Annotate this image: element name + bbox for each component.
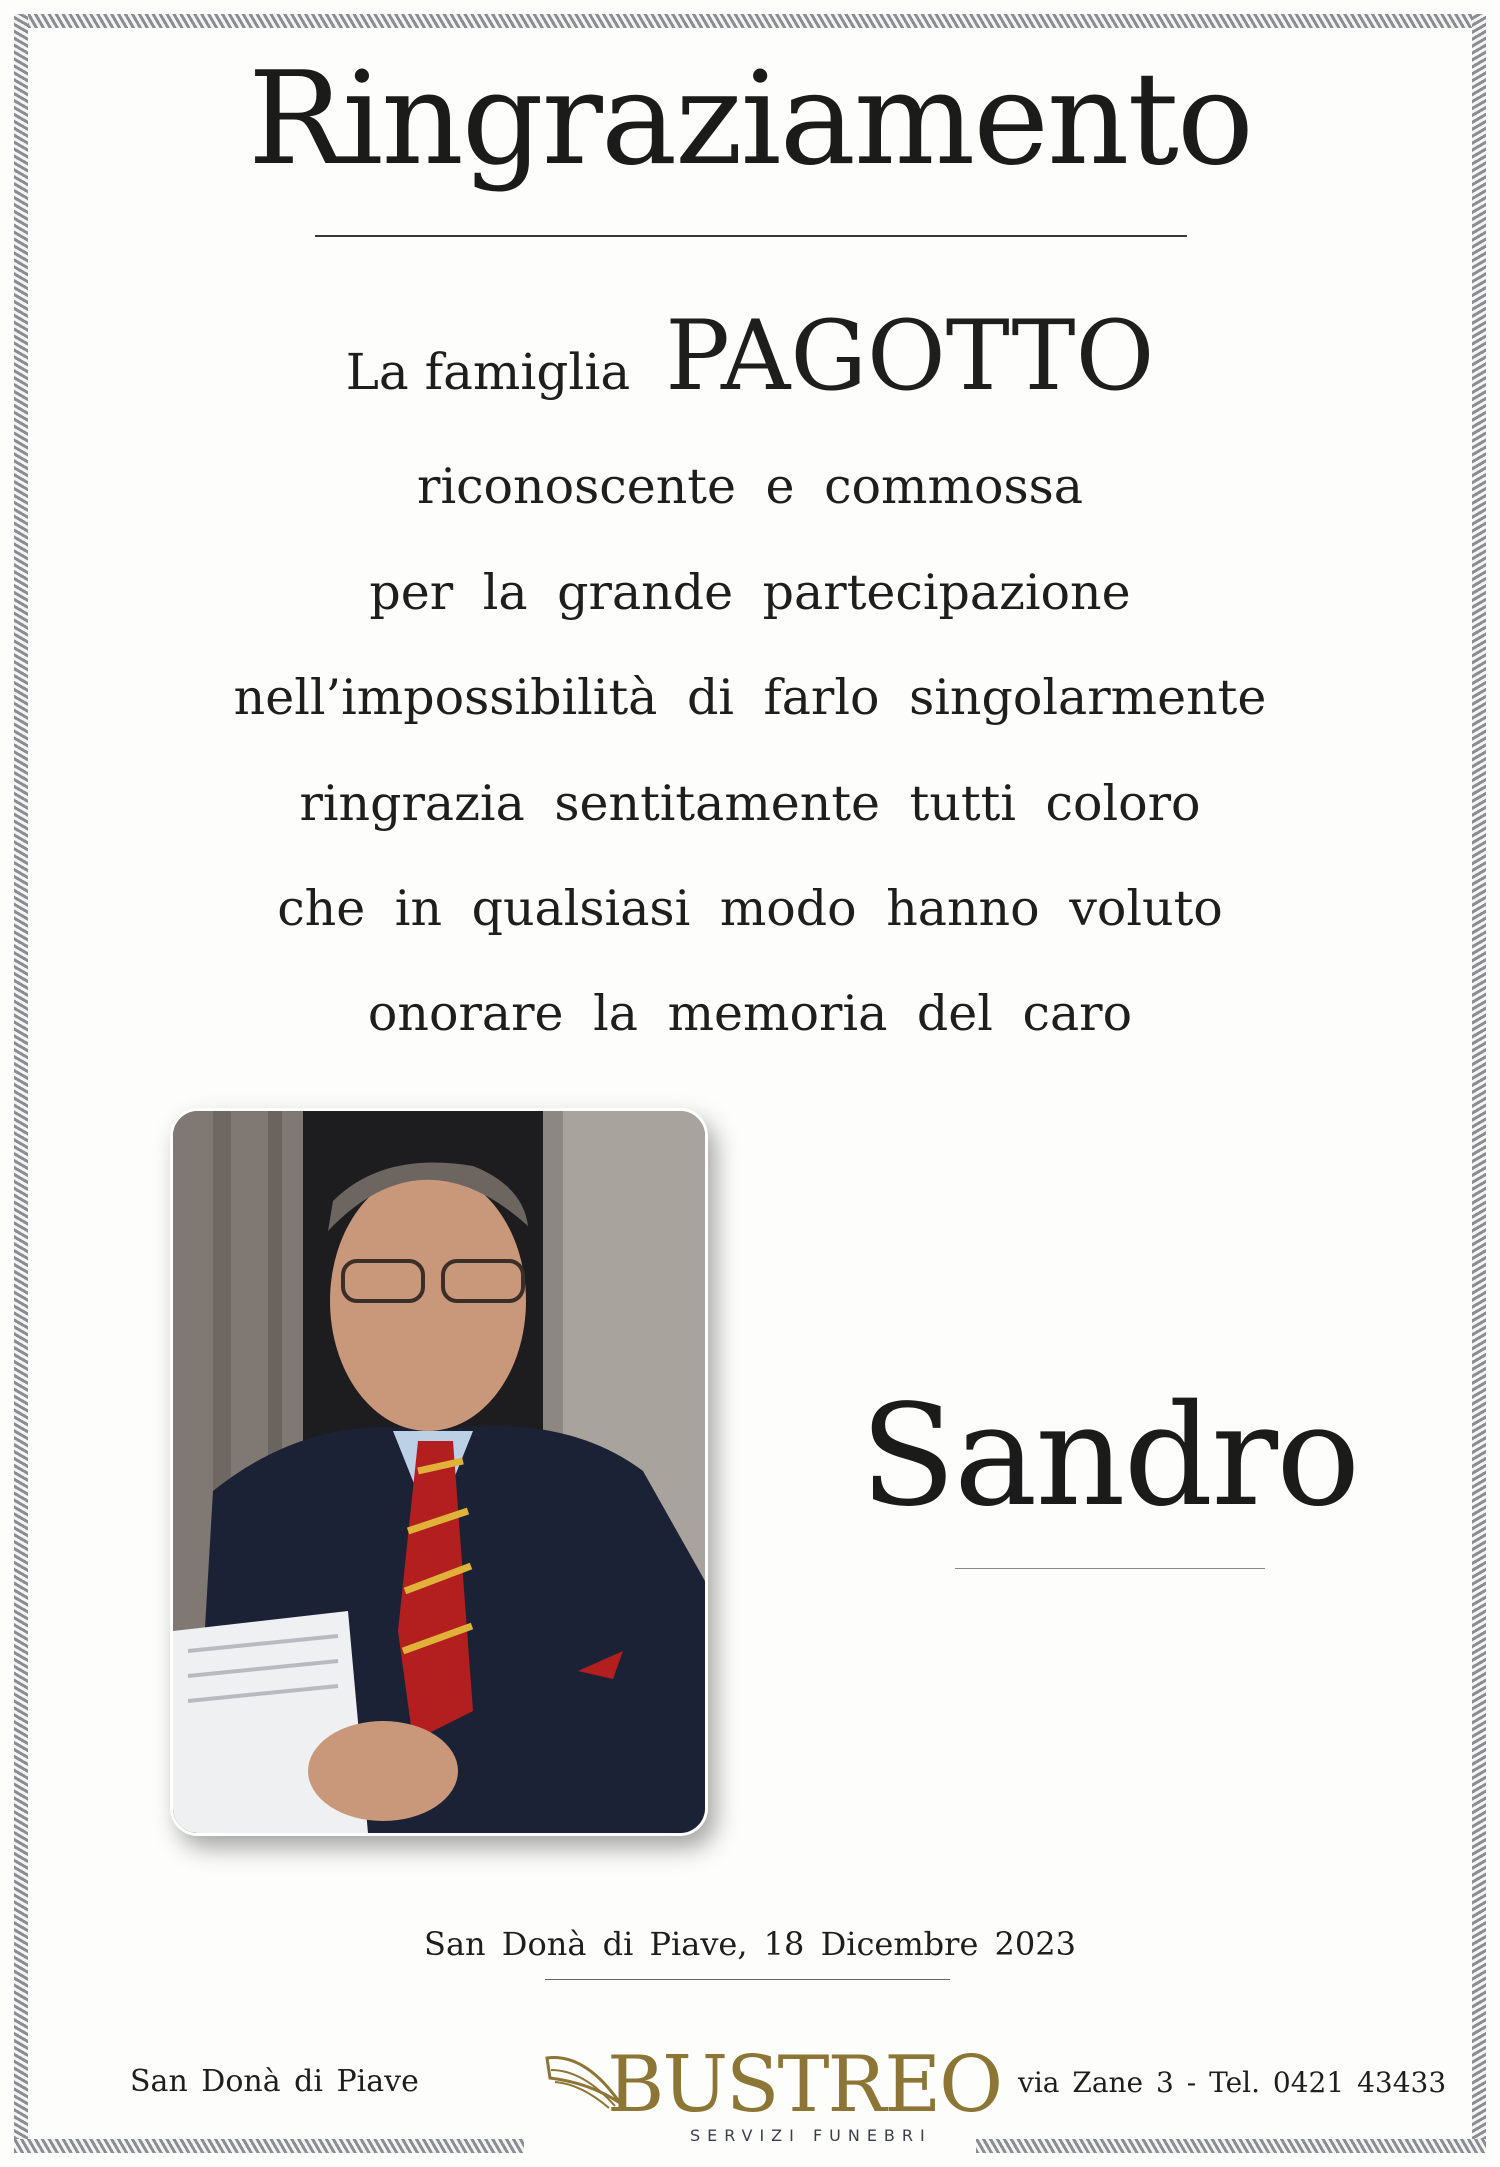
footer-contact: via Zane 3 - Tel. 0421 43433 [1018,2066,1447,2099]
message-line: nell’impossibilità di farlo singolarmente [233,669,1267,726]
message-line: ringrazia sentitamente tutti coloro [299,775,1201,832]
deceased-first-name: Sandro [860,1375,1359,1538]
portrait-photo [170,1108,708,1836]
message-line: che in qualsiasi modo hanno voluto [277,880,1223,937]
title-divider [315,235,1187,237]
name-divider [955,1568,1265,1569]
brand-tagline: SERVIZI FUNEBRI [690,2126,932,2145]
rope-border-bottom-right [976,2139,1486,2153]
message-line: per la grande partecipazione [369,564,1131,621]
date-place: San Donà di Piave, 18 Dicembre 2023 [424,1925,1076,1963]
footer-location: San Donà di Piave [130,2064,419,2099]
rope-border-top [14,14,1486,28]
page-title: Ringraziamento [248,45,1252,194]
date-divider [545,1979,950,1980]
family-surname: PAGOTTO [665,300,1155,412]
message-line: riconoscente e commossa [417,458,1083,515]
family-lead: La famiglia [345,343,631,401]
message-line: onorare la memoria del caro [367,985,1133,1042]
brand-logo [545,2040,1002,2150]
brand-name: BUSTREO [607,2040,1002,2130]
family-line [0,300,1500,412]
rope-border-bottom-left [14,2139,524,2153]
